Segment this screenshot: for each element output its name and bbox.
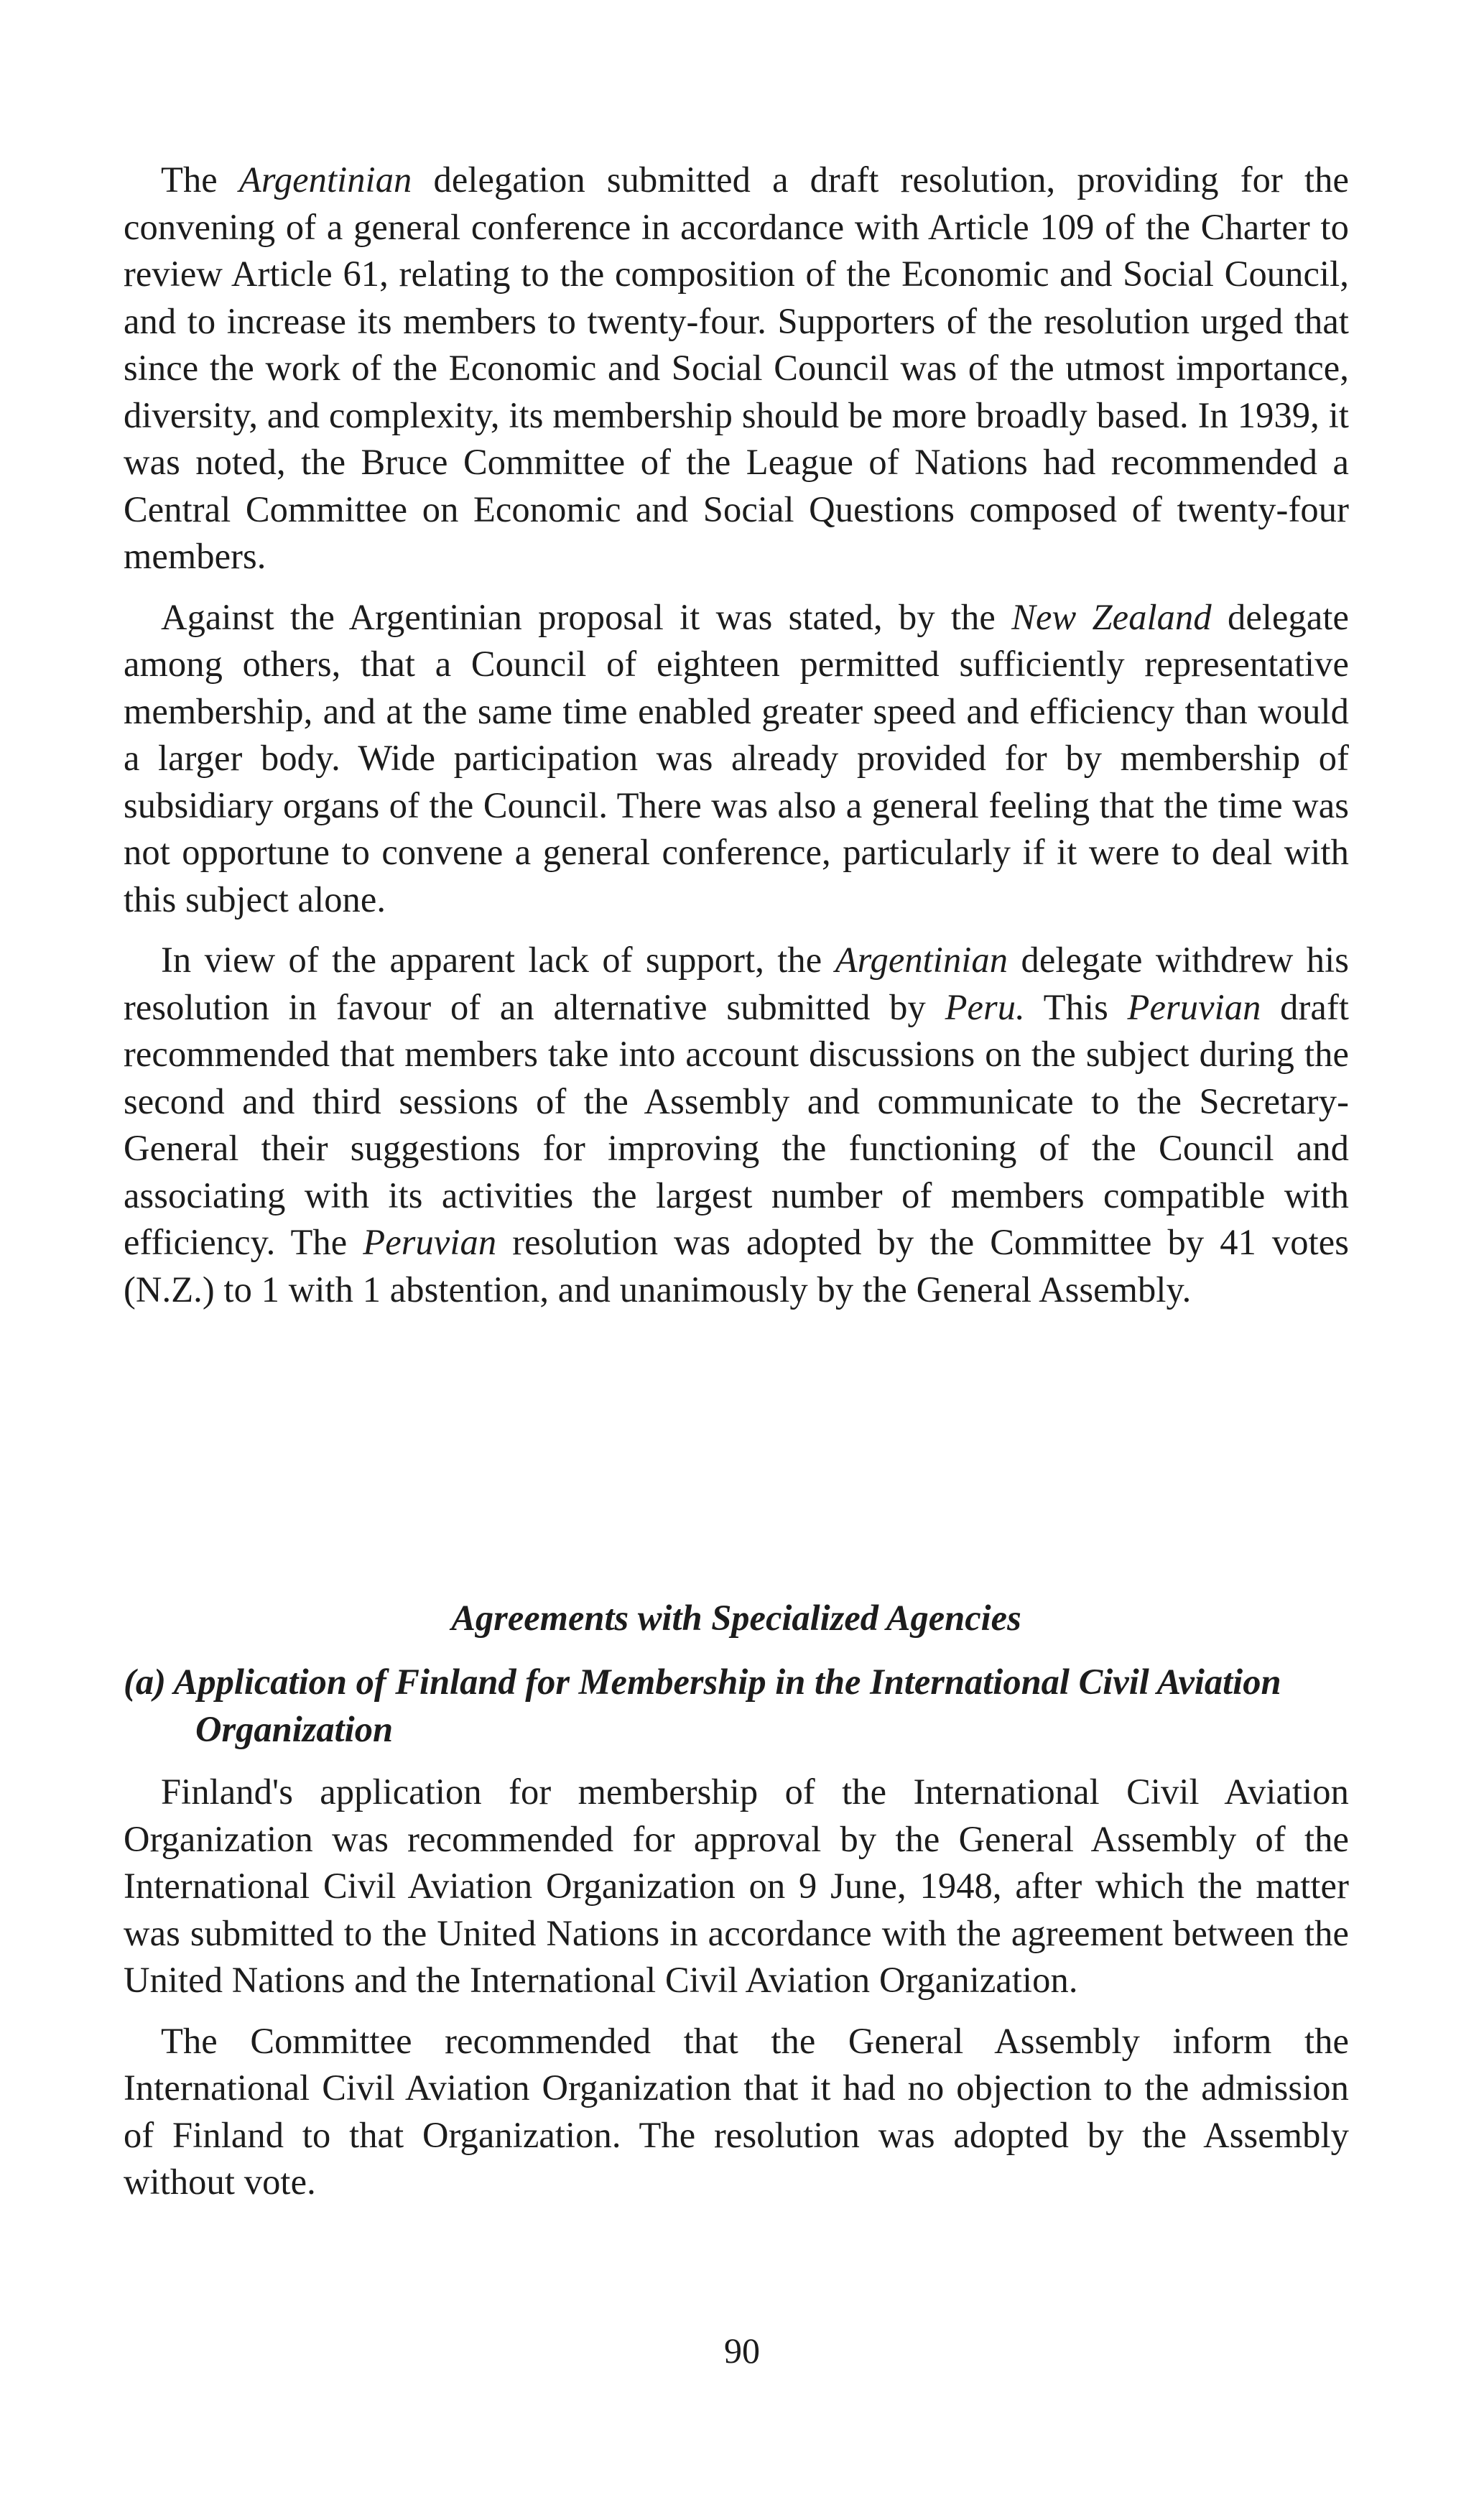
text-segment: resolution was adopted by the Committee by 41 votes (N.Z.) to 1 with 1 abstention, and unanimously by the General Assembly. <box>124 1222 1350 1310</box>
paragraph-argentinian-draft <box>124 157 1349 580</box>
text-segment-italic: Argentinian <box>238 159 412 200</box>
page-number: 90 <box>724 2330 760 2371</box>
text-segment: delegate among others, that a Council of eighteen permitted sufficiently representative membership, and at the same time enabled greater speed and efficiency than would a larger body. Wide participation was already provided for by membership of subsidiary organs of the Council. There was also a general feeling that the time was not opportune to convene a general conference, particularly if it were to deal with this subject alone. <box>124 596 1349 920</box>
page-body <box>124 157 1349 1313</box>
paragraph-committee-recommendation <box>124 2018 1349 2206</box>
paragraph-finland-application <box>124 1769 1349 2004</box>
text-segment: draft recommended that members take into account discussions on the subject during the second and third sessions of the Assembly and communicate to the Secretary-General their suggestions for improving the functioning of the Council and associating with its activities the largest number of members compatible with efficiency. The <box>124 986 1349 1262</box>
paragraph-peruvian-resolution <box>124 937 1349 1313</box>
text-segment: delegate withdrew his resolution in favour of an alternative submitted by <box>124 940 1349 1027</box>
paragraph-against-proposal <box>124 594 1349 924</box>
text-segment: Against the Argentinian proposal it was stated, by the <box>161 596 1012 637</box>
text-segment: delegation submitted a draft resolution, providing for the convening of a general conference in accordance with Article 109 of the Charter to review Article 61, relating to the composition of the Economic and Social Council, and to increase its members to twenty-four. Supporters of the resolution urged that since the work of the Economic and Social Council was of the utmost importance, diversity, and complexity, its membership should be more broadly based. In 1939, it was noted, the Bruce Committee of the League of Nations had recommended a Central Committee on Economic and Social Questions composed of twenty-four members. <box>124 159 1349 576</box>
text-segment: In view of the apparent lack of support, the <box>161 940 835 980</box>
text-segment-italic: Peruvian <box>363 1222 497 1262</box>
text-segment: The Committee recommended that the General Assembly inform the International Civil Aviation Organization that it had no objection to the admission of Finland to that Organization. The resolution was adopted by the Assembly without vote. <box>124 2020 1349 2202</box>
section-specialized-agencies <box>124 1595 1349 2206</box>
text-segment-italic: Peru. <box>945 986 1025 1027</box>
text-segment-italic: Argentinian <box>835 940 1008 980</box>
section-heading: Agreements with Specialized Agencies <box>451 1598 1021 1638</box>
text-segment: This <box>1024 986 1128 1027</box>
text-segment-italic: Peruvian <box>1127 986 1261 1027</box>
text-segment-italic: New Zealand <box>1011 596 1212 637</box>
text-segment: Finland's application for membership of the International Civil Aviation Organization was recommended for approval by the General Assembly of the International Civil Aviation Organization on 9 June, 1948, after which the matter was submitted to the United Nations in accordance with the agreement between the United Nations and the International Civil Aviation Organization. <box>124 1772 1349 2000</box>
text-segment: The <box>161 159 239 200</box>
sub-heading: (a) Application of Finland for Membership in the International Civil Aviation Organization <box>124 1662 1281 1749</box>
